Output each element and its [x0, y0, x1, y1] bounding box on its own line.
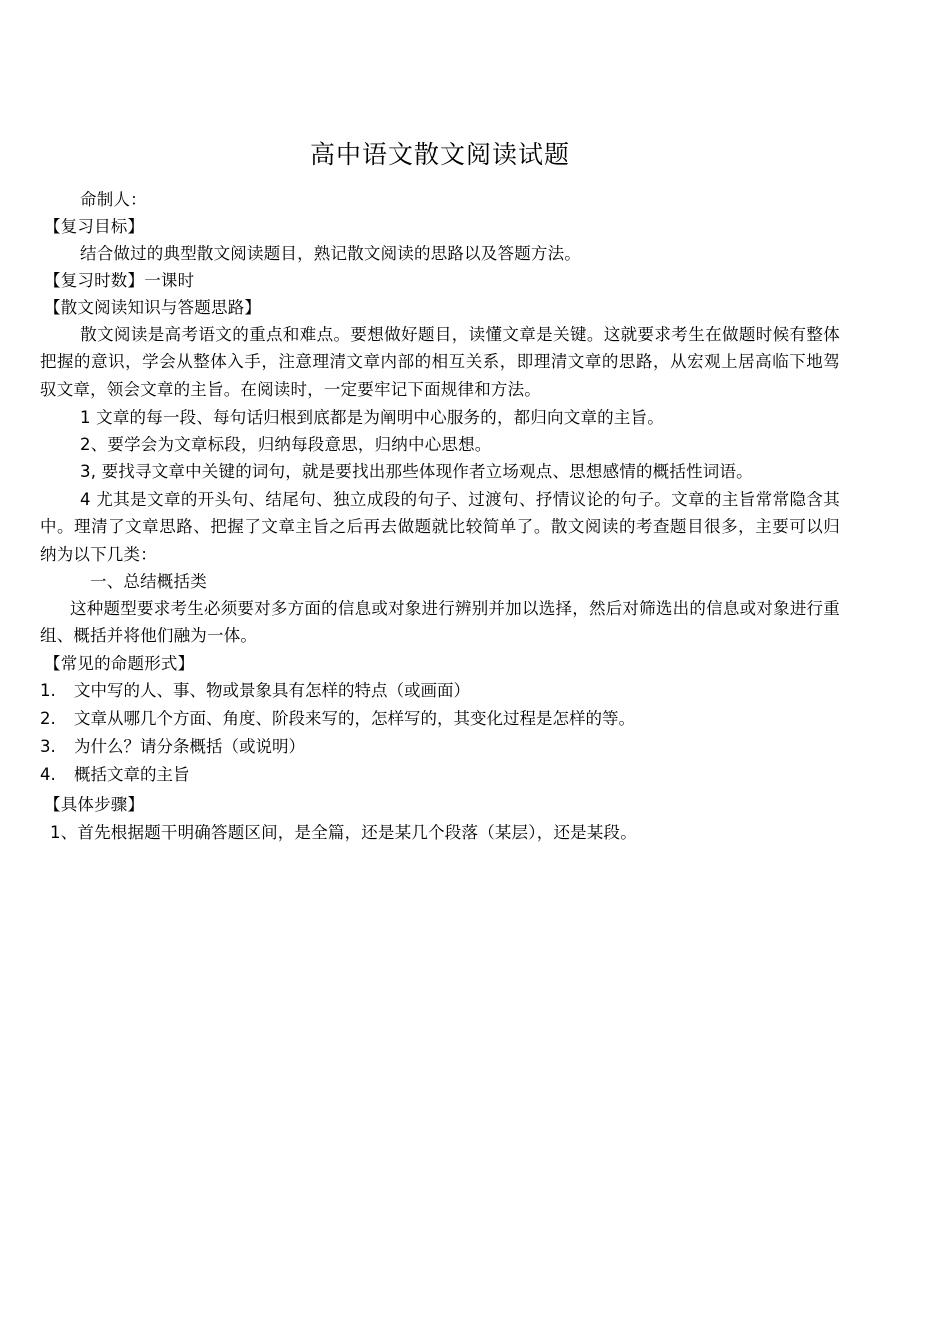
- list-item: 3. 为什么？请分条概括（或说明）: [40, 737, 305, 756]
- knowledge-header: 【散文阅读知识与答题思路】: [44, 298, 262, 317]
- list-item: 4. 概括文章的主旨: [40, 765, 190, 784]
- list-item: 2. 文章从哪几个方面、角度、阶段来写的，怎样写的，其变化过程是怎样的等。: [40, 709, 635, 728]
- author-line: 命制人：: [80, 190, 147, 209]
- steps-header: 【具体步骤】: [44, 795, 145, 814]
- rule-item: 1 文章的每一段、每句话归根到底都是为阐明中心服务的，都归向文章的主旨。: [80, 408, 664, 427]
- review-goal-header: 【复习目标】: [44, 217, 145, 236]
- rule-item: 3, 要找寻文章中关键的词句，就是要找出那些体现作者立场观点、思想感情的概括性词语。: [80, 462, 753, 481]
- review-goal-text: 结合做过的典型散文阅读题目，熟记散文阅读的思路以及答题方法。: [80, 244, 581, 263]
- review-time: 【复习时数】一课时: [44, 271, 195, 290]
- document-title: 高中语文散文阅读试题: [309, 140, 570, 169]
- rule4-paragraph: 4 尤其是文章的开头句、结尾句、独立成段的句子、过渡句、抒情议论的句子。文章的主旨常常隐含其中。理清了文章思路、把握了文章主旨之后再去做题就比较简单了。散文阅读的考查题目很多，主要可以归纳为以下几类：: [40, 490, 840, 564]
- section-heading: 一、总结概括类: [90, 572, 207, 591]
- rule-item: 2、要学会为文章标段，归纳每段意思，归纳中心思想。: [80, 435, 492, 454]
- section-paragraph: 这种题型要求考生必须要对多方面的信息或对象进行辨别并加以选择，然后对筛选出的信息或对象进行重组、概括并将他们融为一体。: [40, 599, 840, 646]
- list-item: 1. 文中写的人、事、物或景象具有怎样的特点（或画面）: [40, 681, 470, 700]
- intro-paragraph: 散文阅读是高考语文的重点和难点。要想做好题目，读懂文章是关键。这就要求考生在做题时候有整体把握的意识，学会从整体入手，注意理清文章内部的相互关系，即理清文章的思路，从宏观上居高临下地驾驭文章，领会文章的主旨。在阅读时，一定要牢记下面规律和方法。: [40, 325, 840, 399]
- step-item: 1、首先根据题干明确答题区间，是全篇，还是某几个段落（某层），还是某段。: [50, 823, 637, 842]
- common-forms-header: 【常见的命题形式】: [44, 654, 195, 673]
